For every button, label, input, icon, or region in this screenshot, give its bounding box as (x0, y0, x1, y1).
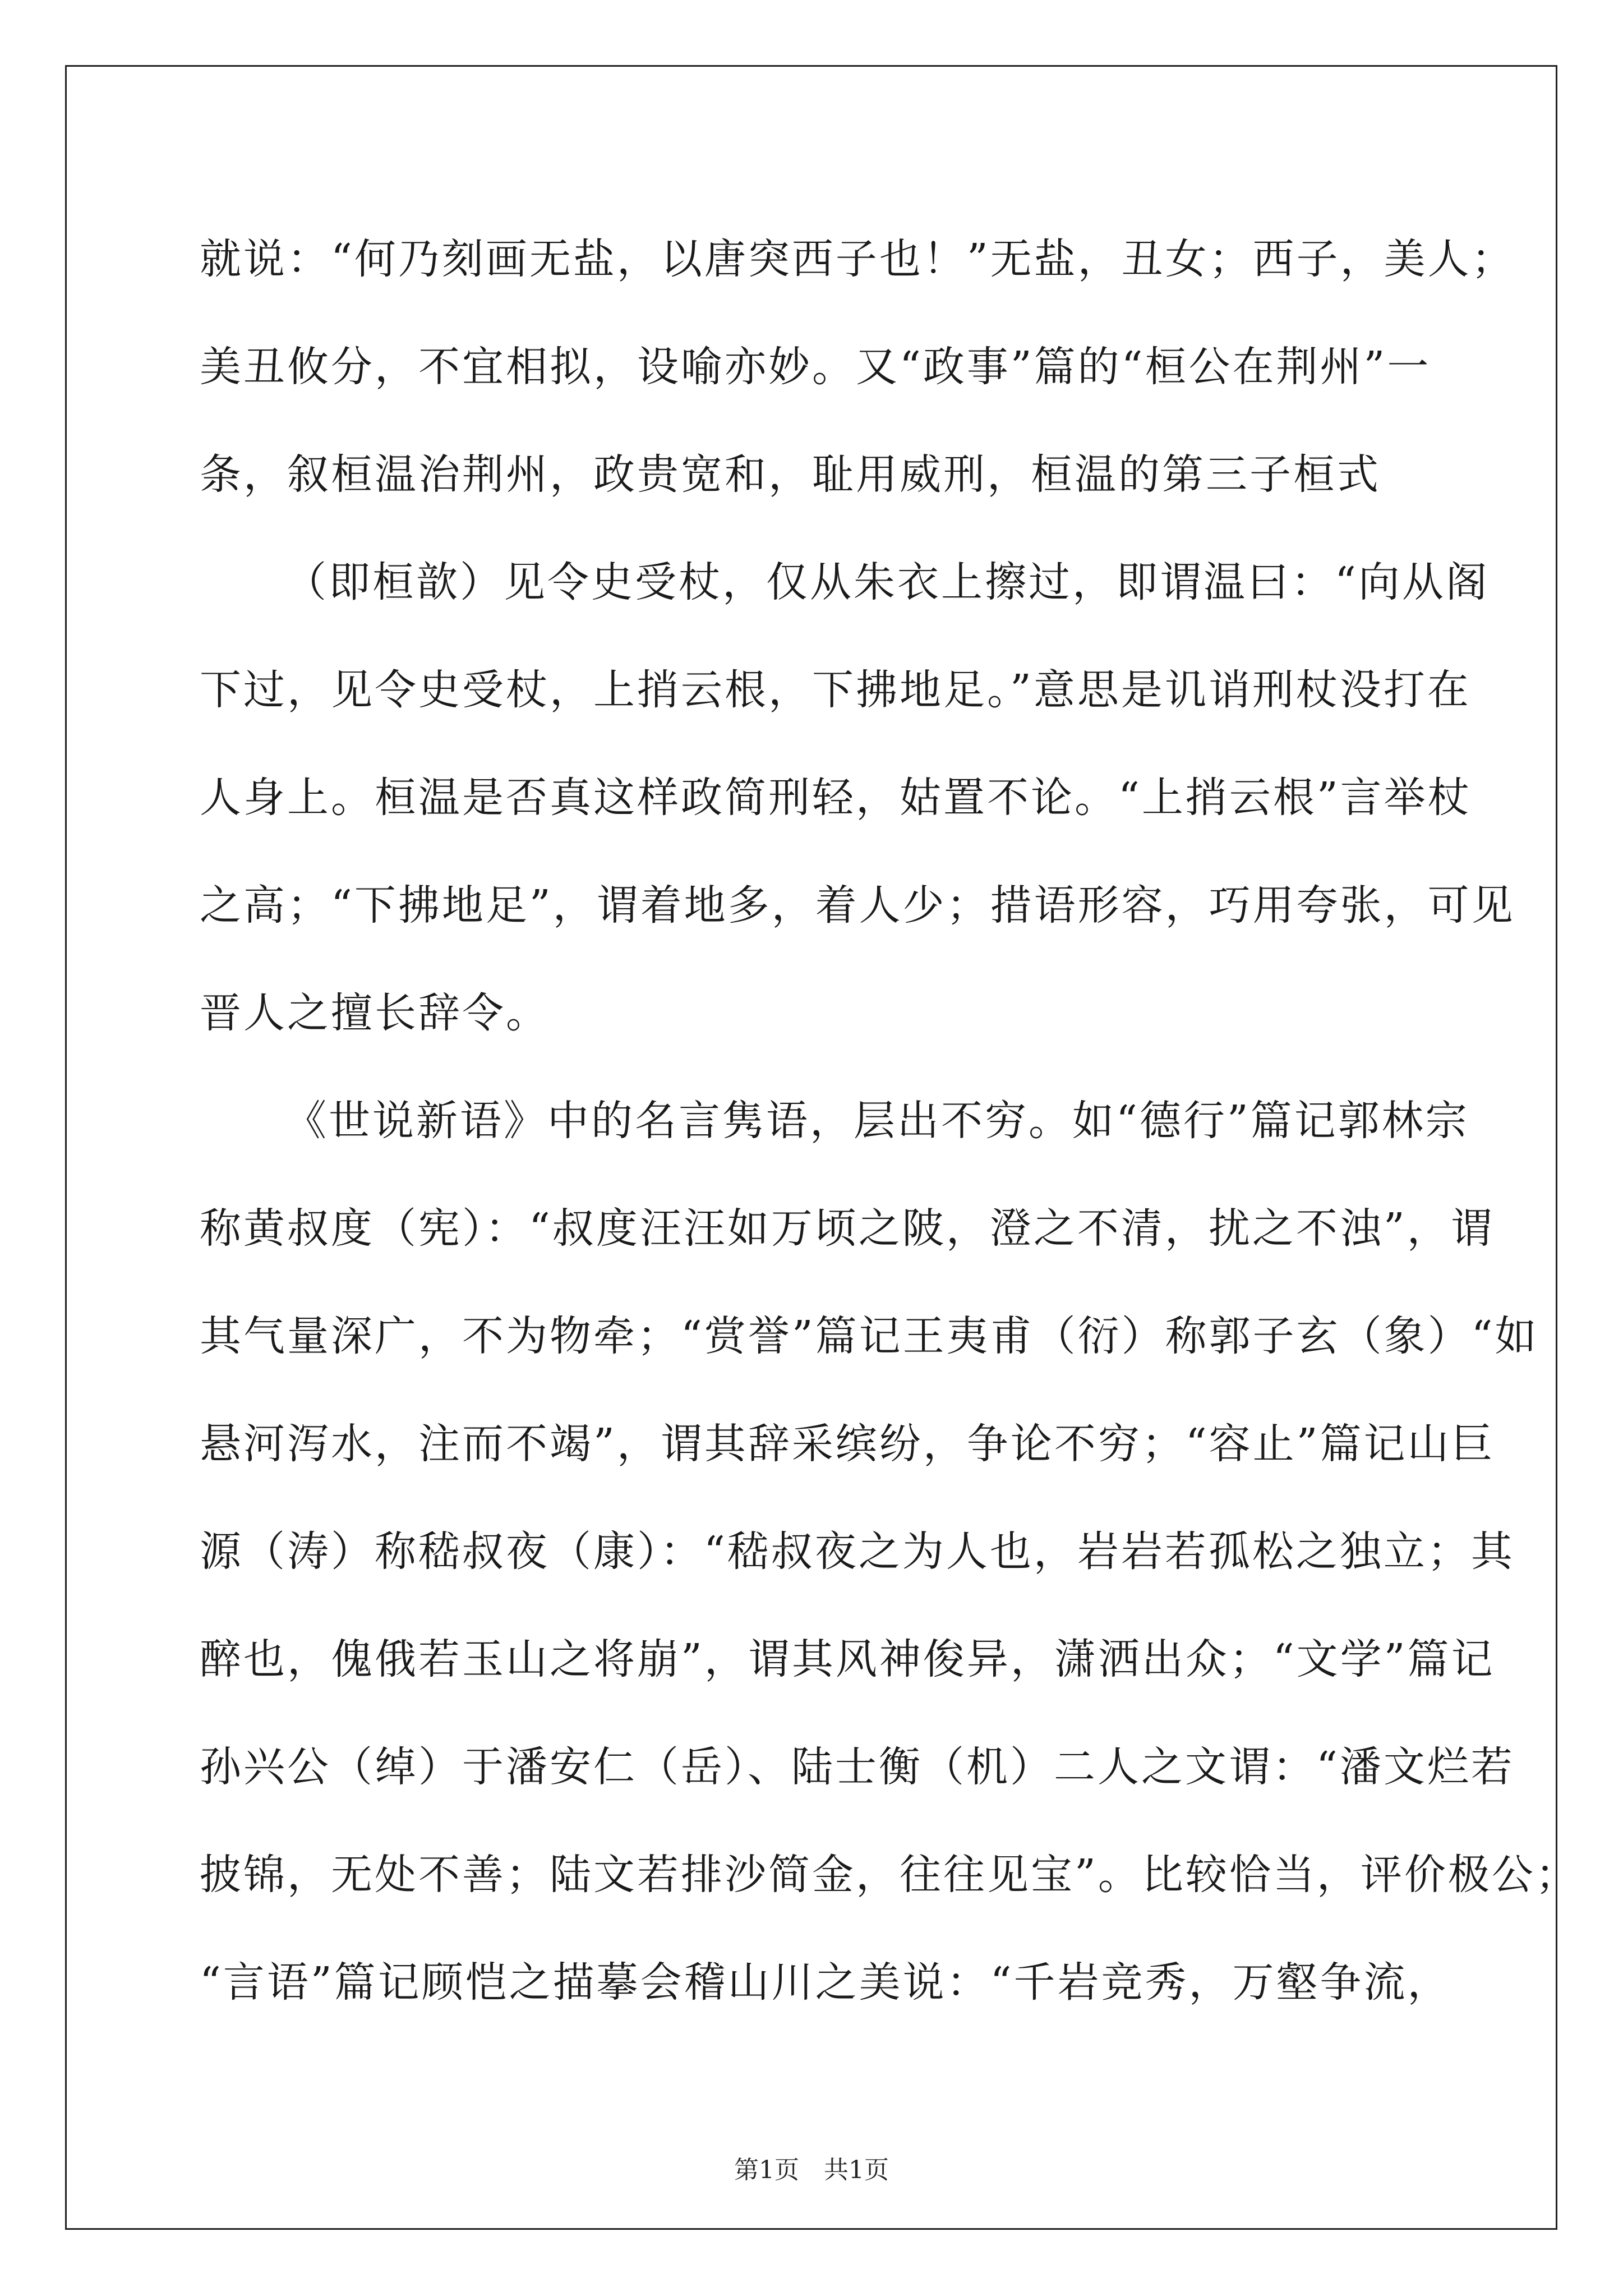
text-line-8: 晋人之擅长辞令。 (200, 989, 550, 1037)
text-line-10: 称黄叔度（宪）：“叔度汪汪如万顷之陂，澄之不清，扰之不浊”，谓 (200, 1204, 1495, 1253)
text-line-9: 《世说新语》中的名言隽语，层出不穷。如“德行”篇记郭林宗 (285, 1097, 1469, 1145)
text-line-11: 其气量深广，不为物牵；“赏誉”篇记王夷甫（衍）称郭子玄（象）“如 (200, 1312, 1539, 1360)
text-line-16: 披锦，无处不善；陆文若排沙简金，往往见宝”。比较恰当，评价极公； (200, 1851, 1579, 1899)
page-number-current: 第1页 (734, 2156, 799, 2184)
text-line-17: “言语”篇记顾恺之描摹会稽山川之美说：“千岩竞秀，万壑争流， (200, 1958, 1451, 2007)
document-body (200, 205, 1579, 2036)
text-line-12: 悬河泻水，注而不竭”，谓其辞采缤纷，争论不穷；“容止”篇记山巨 (200, 1420, 1495, 1468)
text-line-13: 源（涛）称嵇叔夜（康）：“嵇叔夜之为人也，岩岩若孤松之独立；其 (200, 1527, 1515, 1576)
page-footer (0, 2150, 1623, 2185)
text-line-2: 美丑攸分，不宜相拟，设喻亦妙。又“政事”篇的“桓公在荆州”一 (200, 343, 1431, 391)
page-number-total: 共1页 (824, 2156, 889, 2184)
text-line-6: 人身上。桓温是否真这样政简刑轻，姑置不论。“上捎云根”言举杖 (200, 774, 1472, 822)
text-line-15: 孙兴公（绰）于潘安仁（岳）、陆士衡（机）二人之文谓：“潘文烂若 (200, 1743, 1515, 1791)
text-line-4: （即桓歆）见令史受杖，仅从朱衣上擦过，即谓温曰：“向从阁 (285, 558, 1490, 606)
text-line-1: 就说：“何乃刻画无盐，以唐突西子也！”无盐，丑女；西子，美人； (200, 235, 1515, 283)
text-line-5: 下过，见令史受杖，上捎云根，下拂地足。”意思是讥诮刑杖没打在 (200, 666, 1471, 714)
text-line-14: 醉也，傀俄若玉山之将崩”，谓其风神俊异，潇洒出众；“文学”篇记 (200, 1635, 1495, 1683)
text-line-3: 条，叙桓温治荆州，政贵宽和，耻用威刑，桓温的第三子桓式 (200, 450, 1381, 499)
text-line-7: 之高；“下拂地足”，谓着地多，着人少；措语形容，巧用夸张，可见 (200, 881, 1515, 930)
